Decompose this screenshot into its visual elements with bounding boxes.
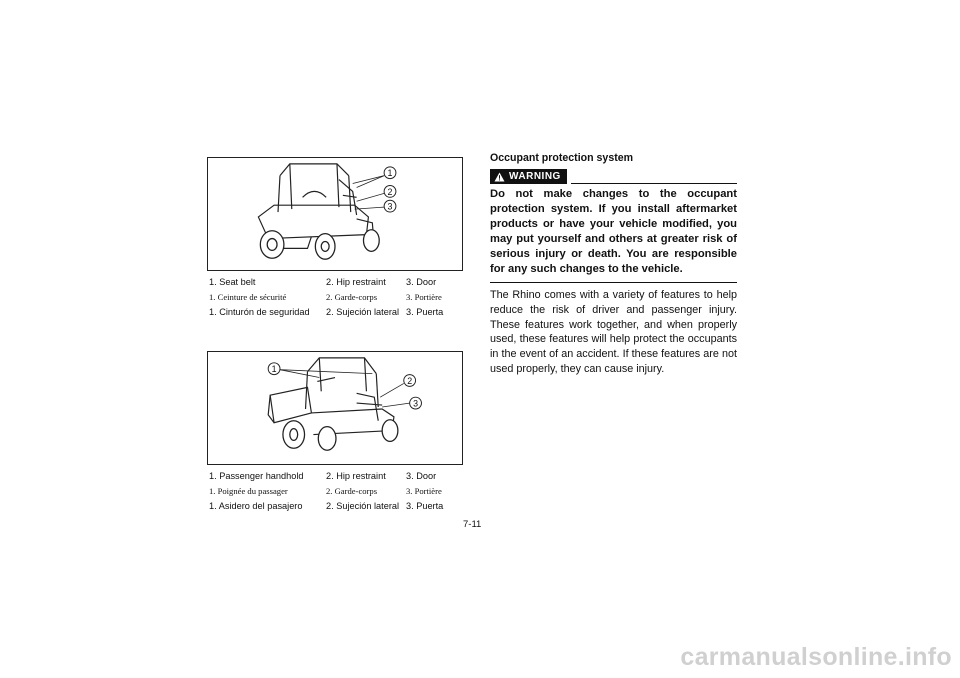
vehicle-front-illustration [208,158,462,270]
callout-2: 2 [407,375,413,386]
caption-item: 1. Asidero del pasajero [209,501,303,511]
warning-text: Do not make changes to the occupant protection system. If you install aftermarket products or have your vehicle modified, you may put yourself and others at greater risk of serious injury or death. You are responsible for any such changes to the vehicle. [490,187,737,283]
caption-item: 2. Garde-corps [326,486,378,496]
warning-rule [571,183,737,184]
caption-item: 3. Puerta [406,307,444,317]
caption-row-english [209,275,465,290]
caption-item: 3. Door [406,277,437,287]
figure1-captions [209,275,465,320]
callout-3: 3 [413,398,419,409]
caption-item: 3. Portière [406,486,442,496]
callout-1: 1 [271,364,277,375]
body-paragraph: The Rhino comes with a variety of features to help reduce the risk of driver and passenger injury. These features work together, and when properly used, these features will help protect the occupants in the event of an accident. If these features are not used properly, they can cause injury. [490,289,737,375]
caption-row-english [209,469,465,484]
caption-item: 2. Sujeción lateral [326,307,400,317]
caption-item: 3. Portière [406,292,442,302]
caption-item: 2. Hip restraint [326,471,386,481]
caption-item: 1. Seat belt [209,277,256,287]
caption-item: 3. Puerta [406,501,444,511]
caption-item: 1. Passenger handhold [209,471,304,481]
vehicle-rear-illustration [208,352,462,464]
page-number: 7-11 [463,519,482,530]
figure-rear-view [207,351,463,465]
caption-item: 1. Poignée du passager [209,486,288,496]
callout-2: 2 [387,186,393,197]
section-title: Occupant protection system [490,152,634,164]
caption-item: 2. Hip restraint [326,277,386,287]
caption-row-french [209,484,465,499]
warning-header [490,169,737,184]
warning-triangle-icon [494,172,505,182]
caption-row-spanish [209,305,465,320]
warning-label: WARNING [509,171,561,182]
caption-item: 1. Ceinture de sécurité [209,292,287,302]
caption-item: 2. Garde-corps [326,292,378,302]
caption-row-spanish [209,499,465,514]
warning-badge [490,169,567,184]
caption-item: 3. Door [406,471,437,481]
callout-1: 1 [387,168,393,179]
caption-row-french [209,290,465,305]
watermark-text: carmanualsonline.info [680,643,952,671]
callout-3: 3 [387,201,393,212]
caption-item: 1. Cinturón de seguridad [209,307,310,317]
caption-item: 2. Sujeción lateral [326,501,400,511]
occupant-protection-section [490,152,737,377]
figure-front-view [207,157,463,271]
figure2-captions [209,469,465,514]
